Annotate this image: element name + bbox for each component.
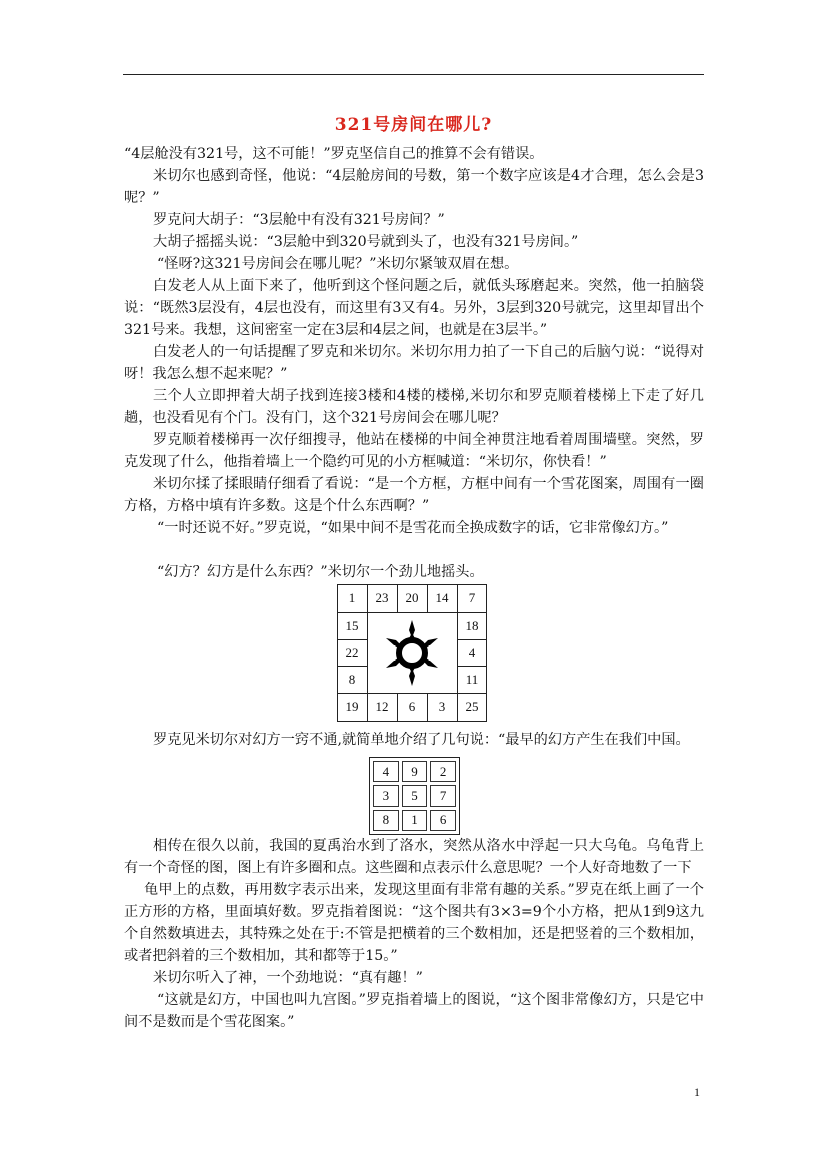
paragraph: 三个人立即押着大胡子找到连接3楼和4楼的楼梯,米切尔和罗克顺着楼梯上下走了好几趟，也没看见有个门。没有门，这个321号房间会在哪儿呢？ <box>124 388 704 426</box>
grid-cell: 1 <box>348 590 356 605</box>
paragraph: 大胡子摇摇头说：“3层舱中到320号就到头了，也没有321号房间。” <box>153 234 579 250</box>
header-rule <box>123 74 704 75</box>
paragraph: “一时还说不好。”罗克说，“如果中间不是雪花而全换成数字的话，它非常像幻方。” <box>157 520 669 536</box>
grid-cell: 8 <box>373 810 399 831</box>
grid-cell: 15 <box>345 617 359 633</box>
paragraph: 米切尔听入了神，一个劲地说：“真有趣！” <box>153 970 423 986</box>
paragraph: 罗克见米切尔对幻方一窍不通,就简单地介绍了几句说：“最早的幻方产生在我们中国。 <box>153 732 690 748</box>
grid-cell: 7 <box>468 590 476 605</box>
snowflake-icon <box>381 616 443 690</box>
grid-cell: 9 <box>402 761 428 782</box>
grid-cell: 18 <box>465 617 479 633</box>
grid-cell: 25 <box>465 699 479 714</box>
paragraph: “4层舱没有321号，这不可能！”罗克坚信自己的推算不会有错误。 <box>124 146 544 162</box>
grid-cell: 7 <box>430 785 456 806</box>
paragraph: 米切尔揉了揉眼睛仔细看了看说：“是一个方框，方框中间有一个雪花图案，周围有一圈方格，方格中填有许多数。这是个什么东西啊？” <box>124 476 704 514</box>
grid-cell: 5 <box>402 785 428 806</box>
magic-square-3x3 <box>369 757 460 835</box>
page-number: 1 <box>694 1085 700 1099</box>
paragraph: 米切尔也感到奇怪，他说：“4层舱房间的号数，第一个数字应该是4才合理，怎么会是3呢？” <box>124 168 704 206</box>
grid-cell: 3 <box>438 699 446 714</box>
paragraph: “幻方？幻方是什么东西？”米切尔一个劲儿地摇头。 <box>157 564 484 580</box>
page-title: 321号房间在哪儿? <box>334 115 493 135</box>
paragraph: 白发老人的一句话提醒了罗克和米切尔。米切尔用力拍了一下自己的后脑勺说：“说得对呀！我怎么想不起来呢？” <box>124 344 704 382</box>
grid-cell: 4 <box>468 644 476 660</box>
paragraph: “这就是幻方，中国也叫九宫图。”罗克指着墙上的图说，“这个图非常像幻方，只是它中间不是数而是个雪花图案。” <box>124 992 704 1030</box>
grid-cell: 20 <box>405 590 419 605</box>
grid-cell: 23 <box>375 590 389 605</box>
grid-cell: 12 <box>375 699 389 714</box>
grid-cell: 1 <box>402 810 428 831</box>
grid-cell: 3 <box>373 785 399 806</box>
grid-cell: 4 <box>373 761 399 782</box>
grid-cell: 14 <box>435 590 449 605</box>
paragraph: 罗克顺着楼梯再一次仔细搜寻，他站在楼梯的中间全神贯注地看着周围墙壁。突然，罗克发现了什么，他指着墙上一个隐约可见的小方框喊道：“米切尔，你快看！” <box>124 432 704 470</box>
grid-cell: 22 <box>345 644 359 660</box>
paragraph: 龟甲上的点数，再用数字表示出来，发现这里面有非常有趣的关系。”罗克在纸上画了一个正方形的方格，里面填好数。罗克指着图说：“这个图共有3×3=9个小方格，把从1到9这九个自然数填进去，其特殊之处在于:不管是把横着的三个数相加，还是把竖着的三个数相加，或者把斜着的三个数相加，其和都等于15。” <box>124 882 704 964</box>
paragraph: 相传在很久以前，我国的夏禹治水到了洛水，突然从洛水中浮起一只大乌龟。乌龟背上有一个奇怪的图，图上有许多圈和点。这些圈和点表示什么意思呢？一个人好奇地数了一下 <box>124 838 704 876</box>
grid-cell: 2 <box>430 761 456 782</box>
paragraph: “怪呀?这321号房间会在哪儿呢？”米切尔紧皱双眉在想。 <box>157 256 519 272</box>
grid-cell: 11 <box>465 671 479 687</box>
paragraph: 罗克问大胡子：“3层舱中有没有321号房间？” <box>153 212 445 228</box>
magic-square-snowflake <box>337 584 487 722</box>
grid-cell: 19 <box>345 699 359 714</box>
grid-cell: 8 <box>348 671 356 687</box>
grid-cell: 6 <box>408 699 416 714</box>
paragraph: 白发老人从上面下来了，他听到这个怪问题之后，就低头琢磨起来。突然，他一拍脑袋说：“既然3层没有，4层也没有，而这里有3又有4。另外，3层到320号就完，这里却冒出个321号来。我想，这间密室一定在3层和4层之间，也就是在3层半。” <box>124 278 704 338</box>
grid-cell: 6 <box>430 810 456 831</box>
